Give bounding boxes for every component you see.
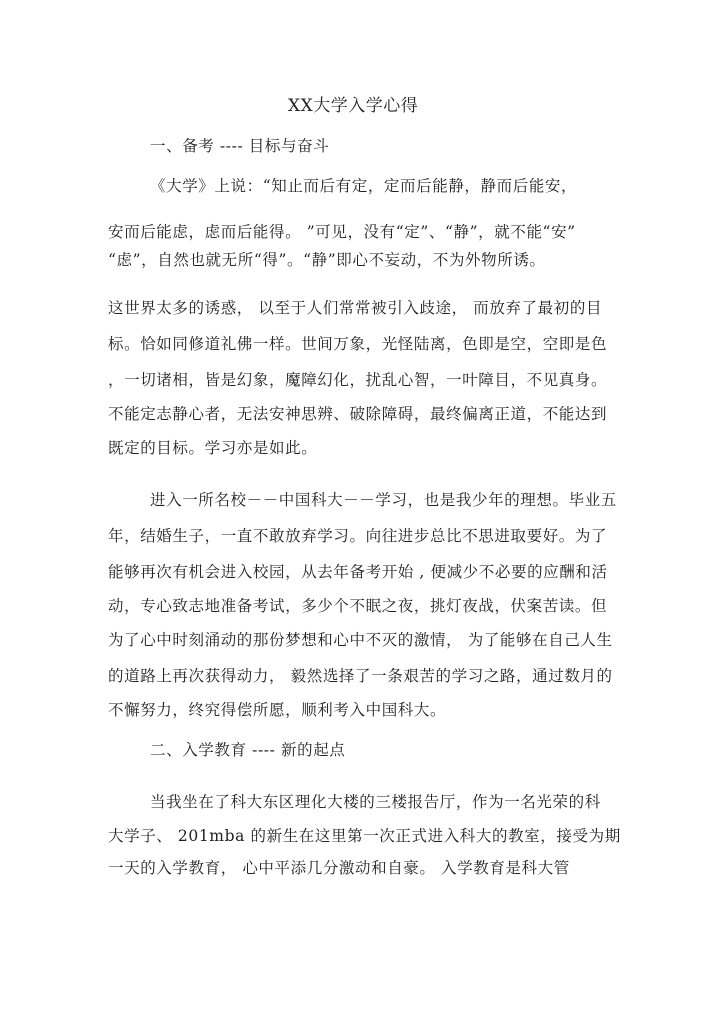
- paragraph-line: 为了心中时刻涌动的那份梦想和心中不灭的激情， 为了能够在自己人生: [108, 631, 613, 649]
- paragraph-line: 年，结婚生子，一直不敢放弃学习。向往进步总比不思进取要好。为了: [108, 527, 608, 545]
- paragraph-line: “虑”，自然也就无所“得”。“静”即心不妄动，不为外物所诱。: [108, 251, 546, 269]
- paragraph-line: 不懈努力，终究得偿所愿，顺利考入中国科大。: [108, 701, 447, 719]
- document-title: XX大学入学心得: [288, 96, 419, 116]
- paragraph-line: 当我坐在了科大东区理化大楼的三楼报告厅，作为一名光荣的科: [150, 793, 601, 811]
- paragraph-line: 安而后能虑，虑而后能得。 ”可见，没有“定”、“静”，就不能“安”: [108, 223, 576, 241]
- paragraph-line: 标。恰如同修道礼佛一样。世间万象，光怪陆离，色即是空，空即是色: [108, 335, 608, 353]
- paragraph-line: 大学子、 201mba 的新生在这里第一次正式进入科大的教室，接受为期: [108, 827, 621, 845]
- paragraph-line: ，一切诸相，皆是幻象，魔障幻化，扰乱心智，一叶障目，不见真身。: [108, 371, 608, 389]
- paragraph-line: 这世界太多的诱惑， 以至于人们常常被引入歧途， 而放弃了最初的目: [108, 299, 603, 317]
- section-heading-2: 二、入学教育 ---- 新的起点: [150, 741, 346, 759]
- paragraph-line: 动，专心致志地准备考试，多少个不眠之夜，挑灯夜战，伏案苦读。但: [108, 597, 608, 615]
- paragraph-line: 《大学》上说：“知止而后有定，定而后能静，静而后能安，: [150, 177, 578, 195]
- paragraph-line: 不能定志静心者，无法安神思辨、破除障碍，最终偏离正道，不能达到: [108, 405, 608, 423]
- paragraph-line: 的道路上再次获得动力， 毅然选择了一条艰苦的学习之路，通过数月的: [108, 667, 613, 685]
- paragraph-line: 既定的目标。学习亦是如此。: [108, 439, 318, 457]
- section-heading-1: 一、备考 ---- 目标与奋斗: [150, 137, 330, 155]
- paragraph-line: 能够再次有机会进入校园，从去年备考开始 , 便减少不必要的应酬和活: [108, 563, 608, 581]
- paragraph-line: 进入一所名校－－中国科大－－学习，也是我少年的理想。毕业五: [150, 491, 617, 509]
- paragraph-line: 一天的入学教育， 心中平添几分激动和自豪。 入学教育是科大管: [108, 859, 570, 877]
